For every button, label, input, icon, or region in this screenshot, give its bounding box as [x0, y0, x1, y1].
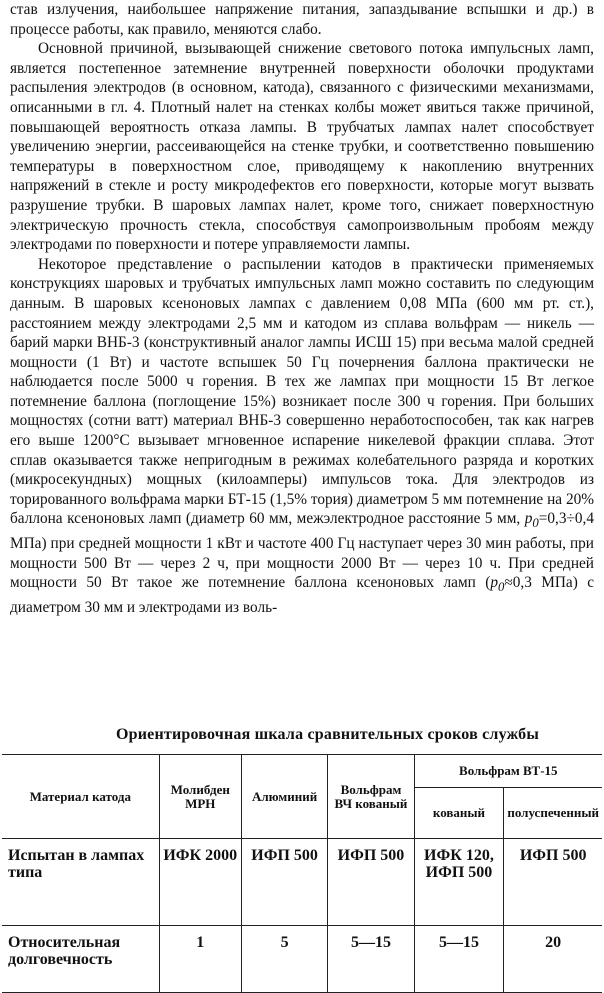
cell-semi: 20 [504, 926, 602, 993]
paragraph-cause: Основной причиной, вызывающей снижение светового потока импульсных ламп, является постепенное затемнение внутренней поверхности оболочки продуктами распыления электродов (в основном, катода), связанного с физическими механизмами, описанными в гл. 4. Плотный налет на стенках колбы может явиться также причиной, повышающей вероятность отказа лампы. В трубчатых лампах налет способствует увеличению энергии, рассеивающейся на стенке трубки, и соответственно повышению температуры в поверхностном слое, приводящему к накоплению внутренних напряжений в стекле и росту микродефектов его поверхности, которые могут вызвать разрушение трубки. В шаровых лампах налет, кроме того, снижает поверхностную электрическую прочность стекла, способствуя самопроизвольным пробоям между электродами по поверхности и потере управляемости лампы. [10, 40, 594, 254]
cell-mpn: 1 [159, 926, 241, 993]
cell-vch: 5—15 [328, 926, 414, 993]
header-mpn: Молибден МРН [159, 755, 241, 839]
cell-mpn: ИФК 2000 [159, 839, 241, 926]
header-vt15: Вольфрам ВТ-15 [414, 755, 602, 788]
cathode-lifetime-table [2, 754, 602, 993]
row-label: Испытан в лампах типа [2, 839, 159, 926]
header-semi: полуспеченный [504, 788, 602, 839]
body-text [10, 0, 594, 618]
table-row [2, 926, 602, 993]
header-aluminium: Алюминий [241, 755, 327, 839]
header-vch: Вольфрам ВЧ кованый [328, 755, 414, 839]
cell-forged: 5—15 [414, 926, 504, 993]
paragraph-continuation: став излучения, наибольшее напряжение питания, запаздывание вспышки и др.) в процессе работы, как правило, меняются слабо. [10, 1, 594, 38]
cell-forged: ИФК 120, ИФП 500 [414, 839, 504, 926]
p0-symbol: $p_0$ [490, 574, 505, 595]
cell-vch: ИФП 500 [328, 839, 414, 926]
cell-semi: ИФП 500 [504, 839, 602, 926]
paragraph-sputtering: Некоторое представление о распылении катодов в практически применяемых конструкциях шаровых и трубчатых импульсных ламп можно составить по следующим данным. В шаровых ксеноновых лампах с давлением 0,08 МПа (600 мм рт. ст.), расстоянием между электродами 2,5 мм и катодом из сплава вольфрам — никель — барий марки ВНБ-3 (конструктивный аналог лампы ИСШ 15) при весьма малой средней мощности (1 Вт) и частоте вспышек 50 Гц почернения баллона практически не наблюдается после 5000 ч горения. В тех же лампах при мощности 15 Вт легкое потемнение баллона (поглощение 15%) возникает после 300 ч горения. При больших мощностях (сотни ватт) материал ВНБ-3 совершенно неработоспособен, так как нагрев его выше 1200°С вызывает мгновенное испарение никелевой фракции сплава. Этот сплав оказывается также непригодным в режимах колебательного разряда и коротких (микросекундных) мощных (килоамперы) импульсов тока. Для электродов из торированного вольфрама марки БТ-15 (1,5% тория) диаметром 5 мм потемнение на 20% баллона ксеноновых ламп (диаметр 60 мм, межэлектродное расстояние 5 мм, $p_0=0,3\div 0,4$ МПа) при средней мощности 1 кВт и частоте 400 Гц наступает через 30 мин работы, при мощности 500 Вт — через 2 ч, при мощности 2000 Вт — через 10 ч. При средней мощности 50 Вт такое же потемнение баллона ксеноновых ламп ($p_0\approx 0,3$ МПа) с диаметром 30 мм и электродами из воль- [10, 255, 594, 616]
cell-aluminium: ИФП 500 [241, 839, 327, 926]
header-material: Материал катода [2, 755, 159, 839]
p0-symbol: $p_0$ [524, 510, 539, 531]
row-label: Относительная долговечность [2, 926, 159, 993]
table-row [2, 839, 602, 926]
cell-aluminium: 5 [241, 926, 327, 993]
header-forged: кованый [414, 788, 504, 839]
table-caption: Ориентировочная шкала сравнительных сроков службы [116, 726, 540, 743]
